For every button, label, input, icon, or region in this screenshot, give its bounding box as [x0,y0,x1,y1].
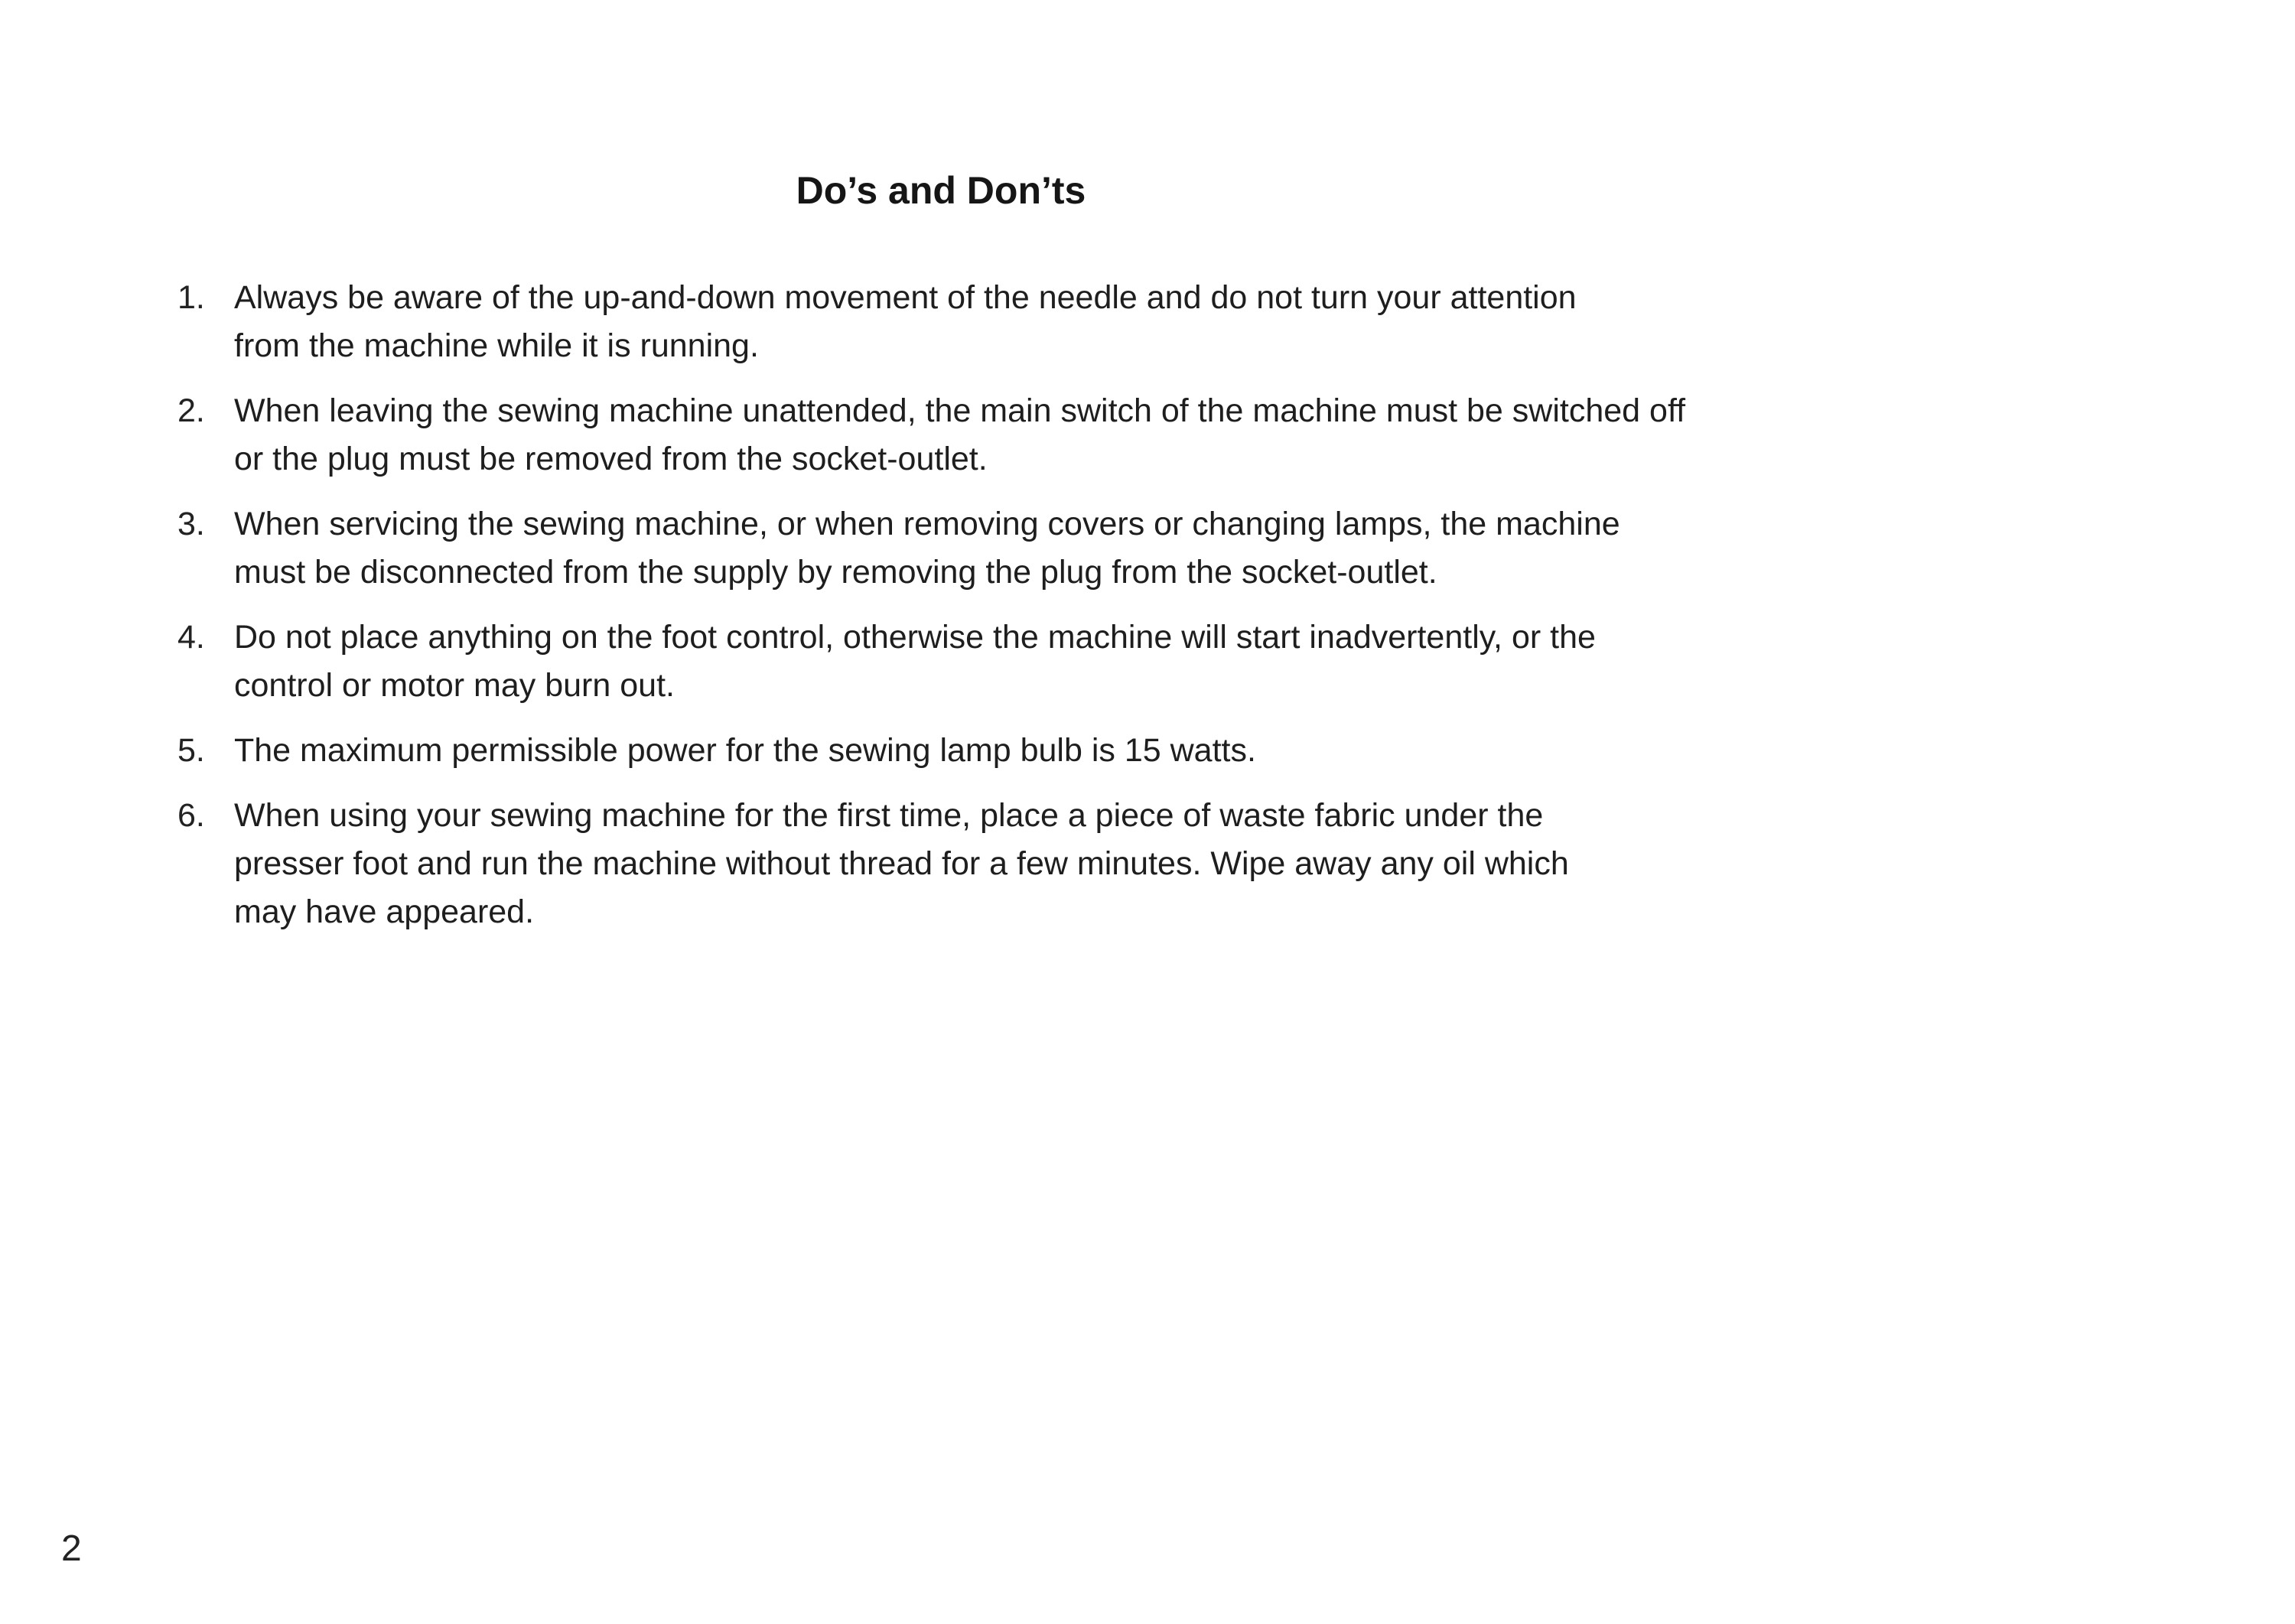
list-item-number: 1. [177,279,205,316]
list-item-text [234,613,1856,710]
list-item-number: 3. [177,506,205,542]
list-item-3 [0,500,1882,597]
list-item-4 [0,613,1882,710]
list-item-6 [0,792,1882,936]
list-item-text [234,792,1856,936]
list-item-line: The maximum permissible power for the sewing lamp bulb is 15 watts. [234,732,1256,769]
list-item-line: must be disconnected from the supply by removing the plug from the socket-outlet. [234,554,1437,591]
list-item-text [234,387,1856,483]
dos-and-donts-list [0,274,1882,953]
list-item-line: Always be aware of the up-and-down movement of the needle and do not turn your attention [234,279,1577,316]
list-item-2 [0,387,1882,483]
list-item-line: When using your sewing machine for the first time, place a piece of waste fabric under the [234,797,1544,834]
list-item-line: When servicing the sewing machine, or when removing covers or changing lamps, the machine [234,506,1620,542]
list-item-line: may have appeared. [234,893,535,930]
list-item-number: 2. [177,392,205,429]
list-item-line: control or motor may burn out. [234,667,675,704]
list-item-line: or the plug must be removed from the socket-outlet. [234,441,988,477]
list-item-line: presser foot and run the machine without thread for a few minutes. Wipe away any oil which [234,845,1569,882]
list-item-number: 5. [177,732,205,769]
list-item-text [234,500,1856,597]
list-item-1 [0,274,1882,370]
list-item-text [234,727,1856,775]
list-item-line: Do not place anything on the foot control, otherwise the machine will start inadvertently, or the [234,619,1596,656]
list-item-line: When leaving the sewing machine unattended, the main switch of the machine must be switched off [234,392,1686,429]
page-number: 2 [61,1528,82,1569]
list-item-number: 6. [177,797,205,834]
list-item-number: 4. [177,619,205,656]
list-item-5 [0,727,1882,775]
list-item-text [234,274,1856,370]
page-title: Do’s and Don’ts [796,169,1086,212]
list-item-line: from the machine while it is running. [234,327,759,364]
